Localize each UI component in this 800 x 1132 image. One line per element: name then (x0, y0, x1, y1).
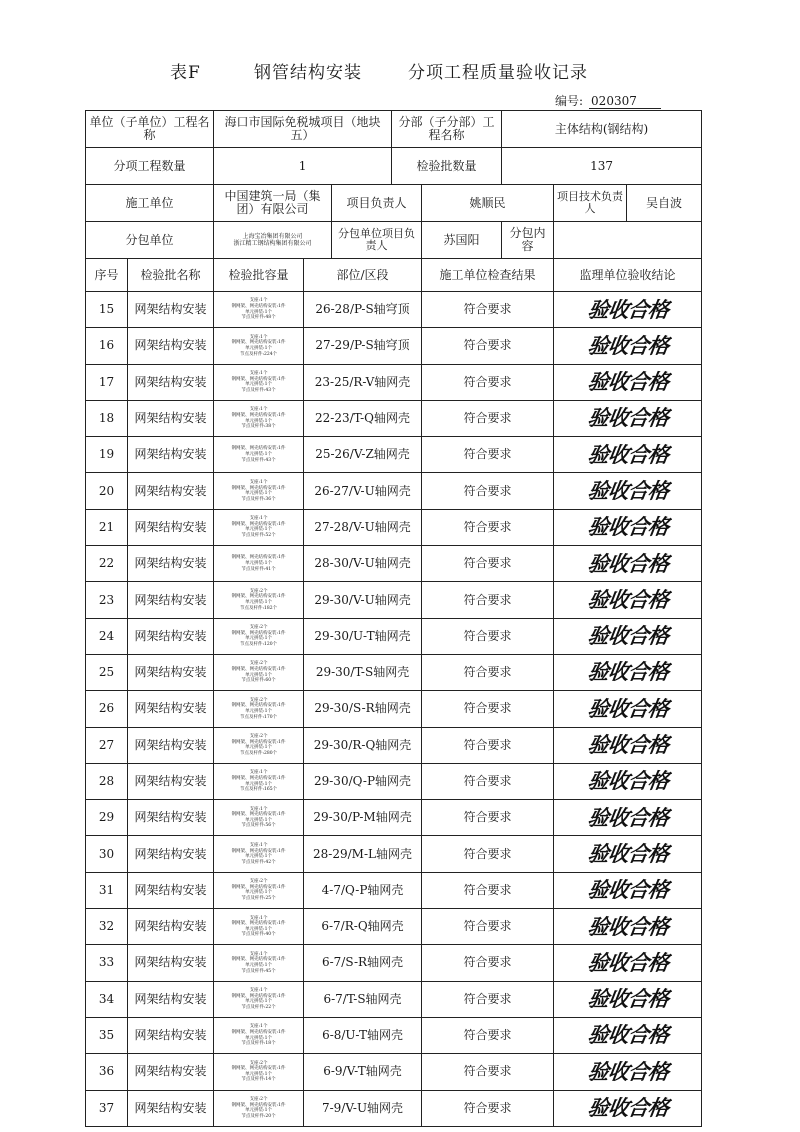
row-no: 37 (86, 1090, 128, 1126)
capacity-line: 节点及杆件:36个 (241, 496, 276, 502)
capacity-line: 钢网架、网壳结构安装:1件 (231, 485, 286, 491)
capacity-line: 钢网架、网壳结构安装:1件 (231, 446, 286, 452)
capacity-line: 钢网架、网壳结构安装:1件 (231, 376, 286, 382)
row-supervisor-signature: 验收合格 (551, 727, 704, 763)
row-location: 6-7/R-Q轴网壳 (304, 909, 422, 945)
row-capacity (214, 328, 304, 364)
row-supervisor-signature: 验收合格 (551, 1054, 704, 1090)
table-row (86, 763, 702, 799)
row-supervisor-signature: 验收合格 (551, 437, 704, 473)
row-name: 网架结构安装 (128, 654, 214, 690)
row-supervisor-signature: 验收合格 (551, 582, 704, 618)
row-capacity (214, 763, 304, 799)
row-contractor-result: 符合要求 (422, 582, 554, 618)
capacity-line: 单元拼装:1个 (245, 854, 272, 860)
row-no: 34 (86, 981, 128, 1017)
row-name: 网架结构安装 (128, 691, 214, 727)
row-location: 6-7/T-S轴网壳 (304, 981, 422, 1017)
table-row (86, 1054, 702, 1090)
capacity-line: 节点及杆件:120个 (239, 641, 278, 647)
contractor-value: 中国建筑一局（集团）有限公司 (214, 185, 332, 222)
table-row (86, 546, 702, 582)
capacity-line: 单元拼装:1个 (245, 309, 272, 315)
capacity-line: 节点及杆件:48个 (241, 315, 276, 321)
row-name: 网架结构安装 (128, 945, 214, 981)
row-no: 22 (86, 546, 128, 582)
capacity-line: 节点及杆件:60个 (241, 678, 276, 684)
row-supervisor-signature: 验收合格 (551, 509, 704, 545)
row-location: 29-30/R-Q轴网壳 (304, 727, 422, 763)
row-name: 网架结构安装 (128, 582, 214, 618)
row-no: 29 (86, 800, 128, 836)
capacity-line: 钢网架、网壳结构安装:1件 (231, 921, 286, 927)
row-supervisor-signature: 验收合格 (551, 400, 704, 436)
row-capacity (214, 473, 304, 509)
row-capacity (214, 1054, 304, 1090)
row-supervisor-signature: 验收合格 (551, 1090, 704, 1126)
capacity-line: 钢网架、网壳结构安装:1件 (231, 703, 286, 709)
table-row (86, 691, 702, 727)
capacity-line: 支座:1个 (249, 407, 268, 413)
capacity-line: 支座:1个 (249, 988, 268, 994)
row-name: 网架结构安装 (128, 437, 214, 473)
row-name: 网架结构安装 (128, 1017, 214, 1053)
row-location: 29-30/S-R轴网壳 (304, 691, 422, 727)
row-name: 网架结构安装 (128, 836, 214, 872)
item-count-label: 分项工程数量 (86, 148, 214, 185)
table-row (86, 800, 702, 836)
table-row (86, 945, 702, 981)
capacity-line: 节点及杆件:41个 (241, 566, 276, 572)
capacity-line: 支座:1个 (249, 479, 268, 485)
row-supervisor-signature: 验收合格 (551, 945, 704, 981)
capacity-line: 单元拼装:1个 (245, 672, 272, 678)
row-location: 29-30/P-M轴网壳 (304, 800, 422, 836)
capacity-line: 节点及杆件:45个 (241, 968, 276, 974)
col-capacity: 检验批容量 (214, 259, 304, 292)
row-location: 6-8/U-T轴网壳 (304, 1017, 422, 1053)
capacity-line: 支座:1个 (249, 770, 268, 776)
capacity-line: 支座:2个 (249, 588, 268, 594)
capacity-line: 钢网架、网壳结构安装:1件 (231, 1066, 286, 1072)
row-location: 29-30/Q-P轴网壳 (304, 763, 422, 799)
row-capacity (214, 437, 304, 473)
row-location: 28-29/M-L轴网壳 (304, 836, 422, 872)
document-title (0, 58, 800, 88)
row-contractor-result: 符合要求 (422, 473, 554, 509)
row-location: 28-30/V-U轴网壳 (304, 546, 422, 582)
capacity-line: 钢网架、网壳结构安装:1件 (231, 1102, 286, 1108)
row-no: 30 (86, 836, 128, 872)
capacity-line: 单元拼装:1个 (245, 962, 272, 968)
row-contractor-result: 符合要求 (422, 945, 554, 981)
capacity-line: 单元拼装:1个 (245, 418, 272, 424)
table-row (86, 437, 702, 473)
row-capacity (214, 727, 304, 763)
serial-label: 编号: (555, 94, 584, 108)
table-row (86, 1017, 702, 1053)
capacity-line: 钢网架、网壳结构安装:1件 (231, 521, 286, 527)
row-contractor-result: 符合要求 (422, 872, 554, 908)
serial-number (555, 92, 661, 109)
row-supervisor-signature: 验收合格 (551, 618, 704, 654)
capacity-line: 节点及杆件:42个 (241, 859, 276, 865)
row-location: 29-30/T-S轴网壳 (304, 654, 422, 690)
row-name: 网架结构安装 (128, 981, 214, 1017)
division-label: 分部（子分部）工程名称 (392, 111, 502, 148)
row-supervisor-signature: 验收合格 (551, 473, 704, 509)
batch-count-value: 137 (502, 148, 702, 185)
row-no: 17 (86, 364, 128, 400)
sub-pm-value: 苏国阳 (422, 222, 502, 259)
row-name: 网架结构安装 (128, 763, 214, 799)
row-name: 网架结构安装 (128, 328, 214, 364)
unit-label: 单位（子单位）工程名称 (86, 111, 214, 148)
row-contractor-result: 符合要求 (422, 654, 554, 690)
sub-content-value (554, 222, 702, 259)
capacity-line: 单元拼装:1个 (245, 600, 272, 606)
capacity-line: 钢网架、网壳结构安装:1件 (231, 812, 286, 818)
row-contractor-result: 符合要求 (422, 546, 554, 582)
row-supervisor-signature: 验收合格 (551, 328, 704, 364)
row-contractor-result: 符合要求 (422, 800, 554, 836)
row-contractor-result: 符合要求 (422, 836, 554, 872)
capacity-line: 单元拼装:1个 (245, 817, 272, 823)
capacity-line: 钢网架、网壳结构安装:1件 (231, 340, 286, 346)
capacity-line: 节点及杆件:40个 (241, 932, 276, 938)
division-value: 主体结构(钢结构) (502, 111, 702, 148)
row-name: 网架结构安装 (128, 364, 214, 400)
pm-value: 姚顺民 (422, 185, 554, 222)
row-contractor-result: 符合要求 (422, 400, 554, 436)
row-contractor-result: 符合要求 (422, 763, 554, 799)
capacity-line: 单元拼装:1个 (245, 781, 272, 787)
row-no: 24 (86, 618, 128, 654)
capacity-line: 钢网架、网壳结构安装:1件 (231, 739, 286, 745)
sub-value (214, 222, 332, 259)
row-supervisor-signature: 验收合格 (551, 909, 704, 945)
capacity-line: 单元拼装:1个 (245, 1071, 272, 1077)
capacity-line: 钢网架、网壳结构安装:1件 (231, 630, 286, 636)
table-row (86, 981, 702, 1017)
capacity-line: 单元拼装:1个 (245, 560, 272, 566)
pm-label: 项目负责人 (332, 185, 422, 222)
row-no: 19 (86, 437, 128, 473)
row-contractor-result: 符合要求 (422, 509, 554, 545)
row-name: 网架结构安装 (128, 509, 214, 545)
capacity-line: 钢网架、网壳结构安装:1件 (231, 412, 286, 418)
row-name: 网架结构安装 (128, 546, 214, 582)
row-name: 网架结构安装 (128, 292, 214, 328)
unit-value: 海口市国际免税城项目（地块五） (214, 111, 392, 148)
col-no: 序号 (86, 259, 128, 292)
row-capacity (214, 800, 304, 836)
row-supervisor-signature: 验收合格 (551, 981, 704, 1017)
capacity-line: 钢网架、网壳结构安装:1件 (231, 304, 286, 310)
contractor-label: 施工单位 (86, 185, 214, 222)
row-capacity (214, 909, 304, 945)
record-title: 分项工程质量验收记录 (408, 63, 588, 83)
row-contractor-result: 符合要求 (422, 909, 554, 945)
capacity-line: 单元拼装:1个 (245, 491, 272, 497)
row-name: 网架结构安装 (128, 473, 214, 509)
capacity-line: 单元拼装:1个 (245, 636, 272, 642)
row-no: 20 (86, 473, 128, 509)
col-contractor-result: 施工单位检查结果 (422, 259, 554, 292)
row-location: 25-26/V-Z轴网壳 (304, 437, 422, 473)
row-no: 33 (86, 945, 128, 981)
row-supervisor-signature: 验收合格 (551, 546, 704, 582)
inspection-record-table (85, 110, 702, 1127)
row-contractor-result: 符合要求 (422, 437, 554, 473)
row-capacity (214, 654, 304, 690)
sub-content-label: 分包内容 (502, 222, 554, 259)
capacity-line: 节点及杆件:18个 (241, 1041, 276, 1047)
capacity-line: 支座:1个 (249, 951, 268, 957)
capacity-line: 支座:2个 (249, 879, 268, 885)
row-capacity (214, 945, 304, 981)
capacity-line: 节点及杆件:25个 (241, 895, 276, 901)
capacity-line: 单元拼装:1个 (245, 926, 272, 932)
row-supervisor-signature: 验收合格 (551, 691, 704, 727)
capacity-line: 单元拼装:1个 (245, 1035, 272, 1041)
row-location: 26-27/V-U轴网壳 (304, 473, 422, 509)
row-no: 23 (86, 582, 128, 618)
row-no: 15 (86, 292, 128, 328)
row-contractor-result: 符合要求 (422, 1054, 554, 1090)
sub-pm-label: 分包单位项目负责人 (332, 222, 422, 259)
table-row (86, 872, 702, 908)
row-name: 网架结构安装 (128, 400, 214, 436)
capacity-line: 单元拼装:1个 (245, 382, 272, 388)
col-name: 检验批名称 (128, 259, 214, 292)
capacity-line: 单元拼装:1个 (245, 745, 272, 751)
table-row (86, 836, 702, 872)
capacity-line: 节点及杆件:20个 (241, 1113, 276, 1119)
capacity-line: 钢网架、网壳结构安装:1件 (231, 848, 286, 854)
row-capacity (214, 1090, 304, 1126)
tech-label: 项目技术负责人 (554, 185, 627, 222)
batch-count-label: 检验批数量 (392, 148, 502, 185)
table-row (86, 1090, 702, 1126)
capacity-line: 单元拼装:1个 (245, 452, 272, 458)
sub-value-1: 上海宝冶集团有限公司 (242, 233, 303, 240)
row-location: 29-30/V-U轴网壳 (304, 582, 422, 618)
table-row (86, 473, 702, 509)
col-location: 部位/区段 (304, 259, 422, 292)
capacity-line: 钢网架、网壳结构安装:1件 (231, 993, 286, 999)
row-no: 31 (86, 872, 128, 908)
table-row (86, 582, 702, 618)
capacity-line: 钢网架、网壳结构安装:1件 (231, 555, 286, 561)
table-row (86, 509, 702, 545)
project-type-title: 钢管结构安装 (254, 63, 362, 83)
capacity-line: 支座:1个 (249, 371, 268, 377)
table-row (86, 909, 702, 945)
row-no: 16 (86, 328, 128, 364)
row-contractor-result: 符合要求 (422, 981, 554, 1017)
row-supervisor-signature: 验收合格 (551, 763, 704, 799)
row-supervisor-signature: 验收合格 (551, 836, 704, 872)
row-location: 29-30/U-T轴网壳 (304, 618, 422, 654)
capacity-line: 钢网架、网壳结构安装:1件 (231, 1029, 286, 1035)
row-no: 18 (86, 400, 128, 436)
row-contractor-result: 符合要求 (422, 727, 554, 763)
serial-value: 020307 (589, 94, 661, 109)
row-name: 网架结构安装 (128, 727, 214, 763)
row-location: 26-28/P-S轴穹顶 (304, 292, 422, 328)
capacity-line: 单元拼装:1个 (245, 999, 272, 1005)
row-name: 网架结构安装 (128, 872, 214, 908)
tech-value: 吴自波 (627, 185, 702, 222)
row-capacity (214, 364, 304, 400)
row-no: 21 (86, 509, 128, 545)
row-supervisor-signature: 验收合格 (551, 1017, 704, 1053)
row-no: 36 (86, 1054, 128, 1090)
capacity-line: 节点及杆件:224个 (239, 351, 278, 357)
row-location: 27-28/V-U轴网壳 (304, 509, 422, 545)
row-supervisor-signature: 验收合格 (551, 872, 704, 908)
row-contractor-result: 符合要求 (422, 1017, 554, 1053)
row-capacity (214, 618, 304, 654)
row-location: 6-7/S-R轴网壳 (304, 945, 422, 981)
row-location: 27-29/P-S轴穹顶 (304, 328, 422, 364)
row-name: 网架结构安装 (128, 800, 214, 836)
capacity-line: 钢网架、网壳结构安装:1件 (231, 884, 286, 890)
capacity-line: 支座:2个 (249, 697, 268, 703)
row-location: 22-23/T-Q轴网壳 (304, 400, 422, 436)
capacity-line: 单元拼装:1个 (245, 527, 272, 533)
row-no: 28 (86, 763, 128, 799)
capacity-line: 单元拼装:1个 (245, 1108, 272, 1114)
capacity-line: 单元拼装:1个 (245, 890, 272, 896)
row-supervisor-signature: 验收合格 (551, 292, 704, 328)
table-row (86, 654, 702, 690)
capacity-line: 支座:2个 (249, 1060, 268, 1066)
capacity-line: 支座:1个 (249, 915, 268, 921)
capacity-line: 节点及杆件:165个 (239, 787, 278, 793)
capacity-line: 支座:1个 (249, 1024, 268, 1030)
capacity-line: 支座:2个 (249, 1096, 268, 1102)
row-location: 23-25/R-V轴网壳 (304, 364, 422, 400)
capacity-line: 钢网架、网壳结构安装:1件 (231, 667, 286, 673)
row-contractor-result: 符合要求 (422, 1090, 554, 1126)
row-name: 网架结构安装 (128, 618, 214, 654)
capacity-line: 节点及杆件:43个 (241, 457, 276, 463)
capacity-line: 节点及杆件:22个 (241, 1004, 276, 1010)
capacity-line: 单元拼装:1个 (245, 345, 272, 351)
capacity-line: 节点及杆件:14个 (241, 1077, 276, 1083)
table-row (86, 292, 702, 328)
row-contractor-result: 符合要求 (422, 364, 554, 400)
capacity-line: 支座:2个 (249, 661, 268, 667)
row-contractor-result: 符合要求 (422, 691, 554, 727)
capacity-line: 支座:2个 (249, 625, 268, 631)
capacity-line: 节点及杆件:52个 (241, 533, 276, 539)
capacity-line: 节点及杆件:170个 (239, 714, 278, 720)
capacity-line: 支座:2个 (249, 734, 268, 740)
row-capacity (214, 872, 304, 908)
table-number: 表F (170, 63, 201, 83)
row-capacity (214, 981, 304, 1017)
row-name: 网架结构安装 (128, 1054, 214, 1090)
row-location: 6-9/V-T轴网壳 (304, 1054, 422, 1090)
capacity-line: 支座:1个 (249, 298, 268, 304)
row-supervisor-signature: 验收合格 (551, 364, 704, 400)
table-row (86, 727, 702, 763)
capacity-line: 单元拼装:1个 (245, 708, 272, 714)
capacity-line: 节点及杆件:182个 (239, 605, 278, 611)
table-row (86, 364, 702, 400)
row-capacity (214, 400, 304, 436)
col-supervisor-result: 监理单位验收结论 (554, 259, 702, 292)
table-row (86, 618, 702, 654)
row-location: 7-9/V-U轴网壳 (304, 1090, 422, 1126)
row-capacity (214, 292, 304, 328)
row-capacity (214, 691, 304, 727)
capacity-line: 节点及杆件:56个 (241, 823, 276, 829)
capacity-line: 节点及杆件:280个 (239, 750, 278, 756)
capacity-line: 节点及杆件:38个 (241, 424, 276, 430)
capacity-line: 支座:1个 (249, 334, 268, 340)
row-supervisor-signature: 验收合格 (551, 654, 704, 690)
row-location: 4-7/Q-P轴网壳 (304, 872, 422, 908)
row-no: 27 (86, 727, 128, 763)
row-capacity (214, 509, 304, 545)
capacity-line: 钢网架、网壳结构安装:1件 (231, 957, 286, 963)
capacity-line: 钢网架、网壳结构安装:1件 (231, 775, 286, 781)
row-name: 网架结构安装 (128, 1090, 214, 1126)
capacity-line: 节点及杆件:43个 (241, 387, 276, 393)
row-capacity (214, 836, 304, 872)
capacity-line: 支座:1个 (249, 806, 268, 812)
item-count-value: 1 (214, 148, 392, 185)
row-contractor-result: 符合要求 (422, 292, 554, 328)
sub-value-2: 浙江精工钢结构集团有限公司 (233, 240, 312, 247)
capacity-line: 支座:1个 (249, 842, 268, 848)
row-no: 25 (86, 654, 128, 690)
row-contractor-result: 符合要求 (422, 328, 554, 364)
row-no: 35 (86, 1017, 128, 1053)
table-row (86, 328, 702, 364)
row-no: 32 (86, 909, 128, 945)
row-capacity (214, 1017, 304, 1053)
row-capacity (214, 582, 304, 618)
row-no: 26 (86, 691, 128, 727)
capacity-line: 支座:1个 (249, 516, 268, 522)
row-name: 网架结构安装 (128, 909, 214, 945)
row-supervisor-signature: 验收合格 (551, 800, 704, 836)
table-row (86, 400, 702, 436)
capacity-line: 钢网架、网壳结构安装:1件 (231, 594, 286, 600)
row-capacity (214, 546, 304, 582)
row-contractor-result: 符合要求 (422, 618, 554, 654)
sub-label: 分包单位 (86, 222, 214, 259)
